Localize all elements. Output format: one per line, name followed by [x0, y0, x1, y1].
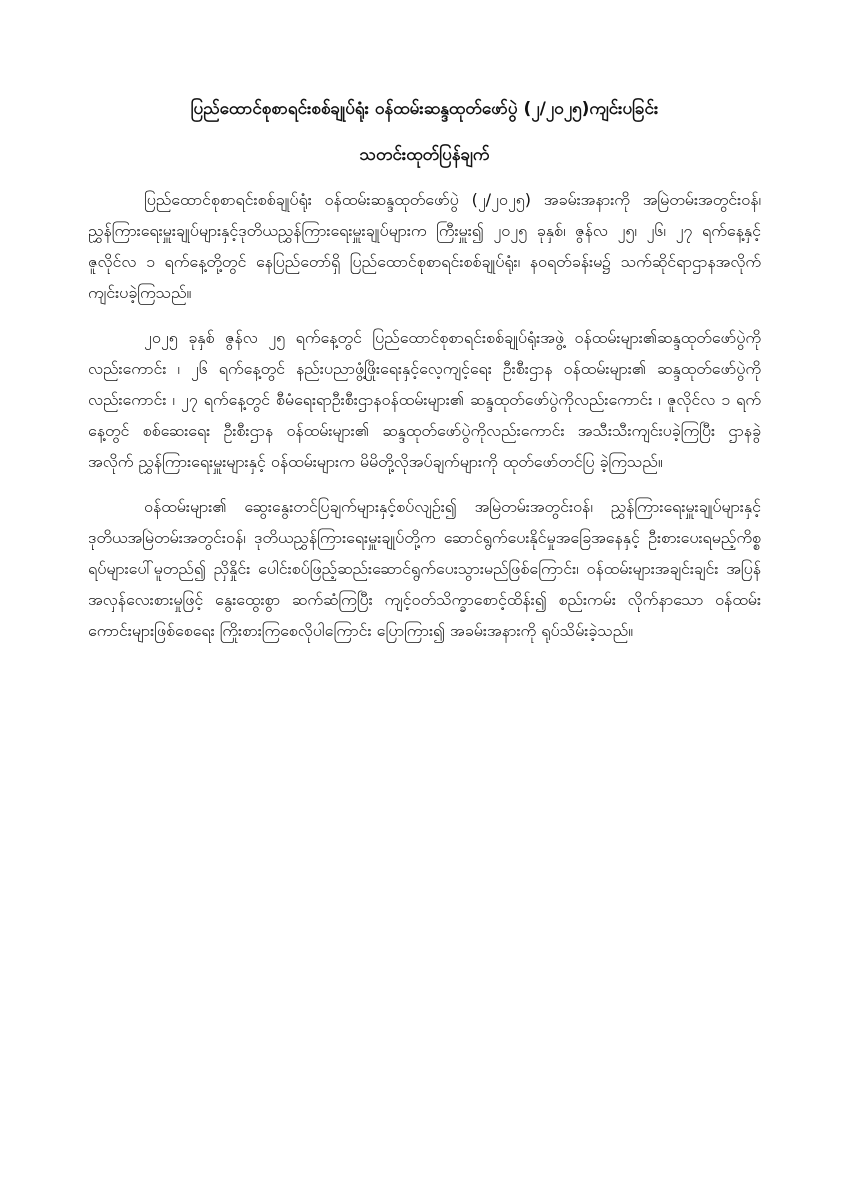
document-title: ပြည်ထောင်စုစာရင်းစစ်ချုပ်ရုံး ဝန်ထမ်းဆန္ဒထုတ်ဖော်ပွဲ (၂/၂၀၂၅)ကျင်းပခြင်း: [190, 99, 659, 119]
paragraph-1: ပြည်ထောင်စုစာရင်းစစ်ချုပ်ရုံး ဝန်ထမ်းဆန္ဒထုတ်ဖော်ပွဲ (၂/၂၀၂၅) အခမ်းအနားကို အမြဲတမ်းအတွင်းဝန်၊ ညွှန်ကြားရေးမှူးချုပ်များနှင့်ဒုတိယညွှန်ကြားရေးမှူးချုပ်များက ကြီးမှူး၍ ၂၀၂၅ ခုနှစ်၊ ဇွန်လ ၂၅၊ ၂၆၊ ၂၇ ရက်နေ့နှင့် ဇူလိုင်လ ၁ ရက်နေ့တို့တွင် နေပြည်တော်ရှိ ပြည်ထောင်စုစာရင်းစစ်ချုပ်ရုံး၊ န၀ရတ်ခန်းမ၌ သက်ဆိုင်ရာဌာနအလိုက် ကျင်းပခဲ့ကြသည်။: [88, 190, 761, 302]
paragraph-3: ဝန်ထမ်းများ၏ ဆွေးနွေးတင်ပြချက်များနှင့်စပ်လျဉ်း၍ အမြဲတမ်းအတွင်းဝန်၊ ညွှန်ကြားရေးမှူးချုပ်များနှင့် ဒုတိယအမြဲတမ်းအတွင်းဝန်၊ ဒုတိယညွှန်ကြားရေးမှူးချုပ်တို့က ဆောင်ရွက်ပေးနိုင်မှုအခြေအနေနှင့် ဦးစားပေးရမည့်ကိစ္စရပ်များပေါ်မူတည်၍ ညှိနှိုင်း ပေါင်းစပ်ဖြည့်ဆည်းဆောင်ရွက်ပေးသွားမည်ဖြစ်ကြောင်း၊ ဝန်ထမ်းများအချင်းချင်း အပြန် အလှန်လေးစားမှုဖြင့် နွေးထွေးစွာ ဆက်ဆံကြပြီး ကျင့်ဝတ်သိက္ခာစောင့်ထိန်း၍ စည်းကမ်း လိုက်နာသော ဝန်ထမ်းကောင်းများဖြစ်စေရေး ကြိုးစားကြစေလိုပါကြောင်း ပြောကြား၍ အခမ်းအနားကို ရုပ်သိမ်းခဲ့သည်။: [88, 497, 761, 640]
paragraph-2: ၂၀၂၅ ခုနှစ် ဇွန်လ ၂၅ ရက်နေ့တွင် ပြည်ထောင်စုစာရင်းစစ်ချုပ်ရုံးအဖွဲ့ ဝန်ထမ်းများ၏ဆန္ဒထုတ်ဖော်ပွဲကိုလည်းကောင်း ၊ ၂၆ ရက်နေ့တွင် နည်းပညာဖွံ့ဖြိုးရေးနှင့်လေ့ကျင့်ရေး ဦးစီးဌာန ဝန်ထမ်းများ၏ ဆန္ဒထုတ်ဖော်ပွဲကိုလည်းကောင်း ၊ ၂၇ ရက်နေ့တွင် စီမံရေးရာဦးစီးဌာနဝန်ထမ်းများ၏ ဆန္ဒထုတ်ဖော်ပွဲကိုလည်းကောင်း ၊ ဇူလိုင်လ ၁ ရက်နေ့တွင် စစ်ဆေးရေး ဦးစီးဌာန ဝန်ထမ်းများ၏ ဆန္ဒထုတ်ဖော်ပွဲကိုလည်းကောင်း အသီးသီးကျင်းပခဲ့ကြပြီး ဌာနခွဲ အလိုက် ညွှန်ကြားရေးမှူးများနှင့် ဝန်ထမ်းများက မိမိတို့လိုအပ်ချက်များကို ထုတ်ဖော်တင်ပြ ခဲ့ကြသည်။: [88, 328, 761, 471]
document-body: [88, 184, 761, 646]
document-subtitle: သတင်းထုတ်ပြန်ချက်: [359, 145, 490, 165]
